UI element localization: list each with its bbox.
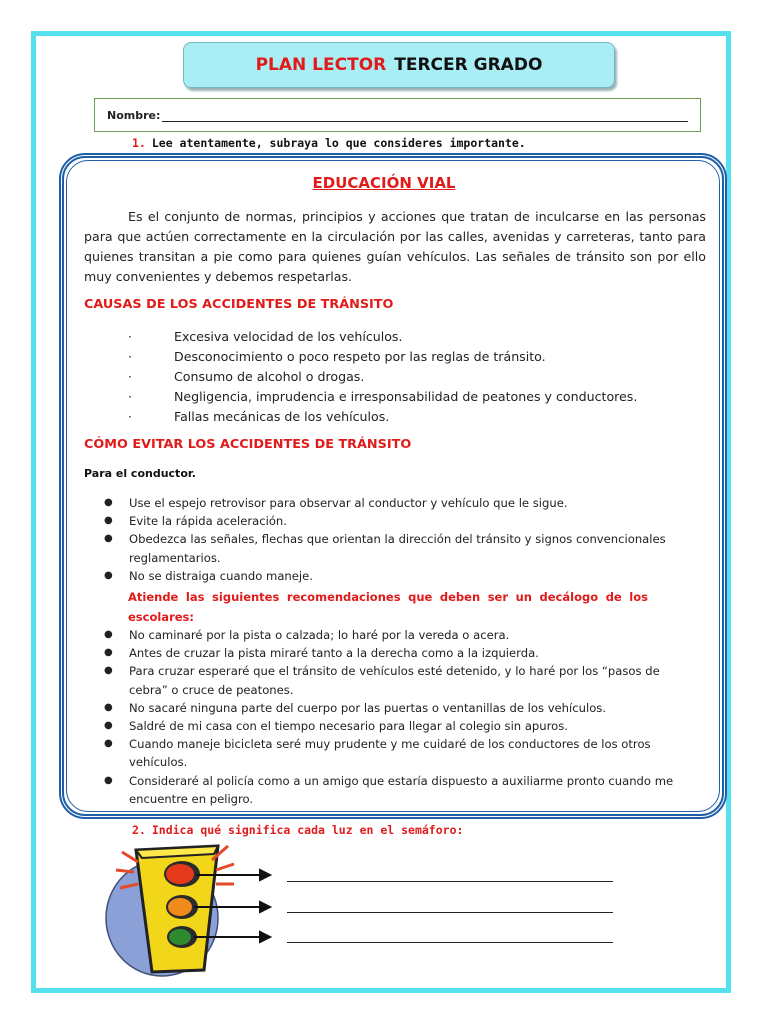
bullet: · bbox=[128, 389, 133, 404]
driver-tip bbox=[104, 567, 694, 585]
bullet: ● bbox=[104, 515, 113, 527]
cause-item bbox=[128, 387, 637, 407]
bullet: ● bbox=[104, 665, 113, 677]
name-field[interactable] bbox=[94, 98, 701, 132]
student-tip-text: Antes de cruzar la pista miraré tanto a la derecha como a la izquierda. bbox=[129, 646, 539, 661]
driver-tip-text: Use el espejo retrovisor para observar al conductor y vehículo que le sigue. bbox=[129, 496, 568, 510]
answer-line-red[interactable] bbox=[287, 881, 613, 882]
student-tip bbox=[104, 662, 694, 698]
student-tip-text: Saldré de mi casa con el tiempo necesario para llegar al colegio sin apuros. bbox=[129, 719, 568, 734]
instruction-1-number: 1. bbox=[132, 136, 146, 150]
title-plan-lector: PLAN LECTOR bbox=[255, 55, 387, 75]
driver-tip bbox=[104, 530, 694, 566]
student-tip bbox=[104, 772, 694, 808]
name-label: Nombre: bbox=[107, 108, 161, 122]
title-grade: TERCER GRADO bbox=[394, 55, 543, 75]
bullet: ● bbox=[104, 647, 113, 659]
cause-item-text: Desconocimiento o poco respeto por las reglas de tránsito. bbox=[174, 349, 546, 364]
cause-item bbox=[128, 407, 637, 427]
student-tip bbox=[104, 626, 694, 644]
instruction-1 bbox=[132, 136, 526, 150]
student-tip-text: Consideraré al policía como a un amigo que estaría dispuesto a auxiliarme pronto cuando me encuentre en peligro. bbox=[129, 773, 674, 806]
bullet: ● bbox=[104, 533, 113, 545]
intro-paragraph: Es el conjunto de normas, principios y acciones que tratan de inculcarse en las personas para que actúen correctamente en la circulación por las calles, avenidas y carreteras, tanto para quienes transitan a pie como para quienes guían vehículos. Las señales de tránsito son por ello muy convenientes y debemos respetarlas. bbox=[84, 209, 706, 284]
answer-line-green[interactable] bbox=[287, 942, 613, 943]
reading-title: EDUCACIÓN VIAL bbox=[312, 174, 456, 192]
bullet: ● bbox=[104, 701, 113, 713]
causes-list bbox=[128, 327, 637, 427]
bullet: · bbox=[128, 369, 133, 384]
students-heading: Atiende las siguientes recomendaciones que deben ser un decálogo de los escolares: bbox=[128, 590, 648, 624]
driver-tip bbox=[104, 494, 694, 512]
name-line[interactable] bbox=[162, 109, 688, 122]
driver-tip-text: Obedezca las señales, flechas que orientan la dirección del tránsito y signos convencionales reglamentarios. bbox=[129, 532, 666, 565]
student-tip-text: Cuando maneje bicicleta seré muy prudente y me cuidaré de los conductores de los otros vehículos. bbox=[129, 737, 651, 770]
driver-heading: Para el conductor. bbox=[84, 467, 196, 480]
amber-light bbox=[168, 898, 192, 916]
student-tip-text: Para cruzar esperaré que el tránsito de vehículos esté detenido, y lo haré por los “pasos de cebra” o cruce de peatones. bbox=[129, 664, 660, 697]
bullet: · bbox=[128, 329, 133, 344]
student-tip bbox=[104, 735, 694, 771]
cause-item-text: Consumo de alcohol o drogas. bbox=[174, 369, 365, 384]
traffic-light-icon bbox=[100, 840, 300, 980]
red-light bbox=[166, 864, 194, 884]
cause-item-text: Fallas mecánicas de los vehículos. bbox=[174, 409, 390, 424]
cause-item-text: Negligencia, imprudencia e irresponsabilidad de peatones y conductores. bbox=[174, 389, 638, 404]
student-tips-list bbox=[104, 626, 694, 808]
driver-tip-text: No se distraiga cuando maneje. bbox=[129, 568, 313, 583]
bullet: ● bbox=[104, 738, 113, 750]
bullet: ● bbox=[104, 497, 113, 508]
instruction-1-text: Lee atentamente, subraya lo que consideres importante. bbox=[151, 136, 526, 150]
cause-item-text: Excesiva velocidad de los vehículos. bbox=[174, 329, 403, 344]
cause-item bbox=[128, 367, 637, 387]
bullet: ● bbox=[104, 720, 113, 732]
driver-tips-list bbox=[104, 494, 694, 585]
avoid-heading: CÓMO EVITAR LOS ACCIDENTES DE TRÁNSITO bbox=[84, 437, 412, 452]
driver-tip-text: Evite la rápida aceleración. bbox=[129, 514, 287, 529]
student-tip bbox=[104, 717, 694, 735]
driver-tip bbox=[104, 512, 694, 530]
student-tip bbox=[104, 644, 694, 662]
bullet: · bbox=[128, 349, 133, 364]
instruction-2-number: 2. bbox=[132, 823, 146, 837]
student-tip-text: No caminaré por la pista o calzada; lo haré por la vereda o acera. bbox=[129, 628, 510, 642]
instruction-2 bbox=[132, 823, 463, 837]
bullet: ● bbox=[104, 569, 113, 581]
instruction-2-text: Indica qué significa cada luz en el semáforo: bbox=[151, 823, 464, 837]
green-light bbox=[169, 929, 191, 945]
page-title bbox=[183, 42, 615, 88]
bullet: ● bbox=[104, 774, 113, 786]
student-tip bbox=[104, 699, 694, 717]
student-tip-text: No sacaré ninguna parte del cuerpo por las puertas o ventanillas de los vehículos. bbox=[129, 700, 607, 715]
cause-item bbox=[128, 327, 637, 347]
causes-heading: CAUSAS DE LOS ACCIDENTES DE TRÁNSITO bbox=[84, 297, 394, 312]
answer-line-amber[interactable] bbox=[287, 912, 613, 913]
bullet: ● bbox=[104, 629, 113, 640]
bullet: · bbox=[128, 409, 133, 424]
cause-item bbox=[128, 347, 637, 367]
